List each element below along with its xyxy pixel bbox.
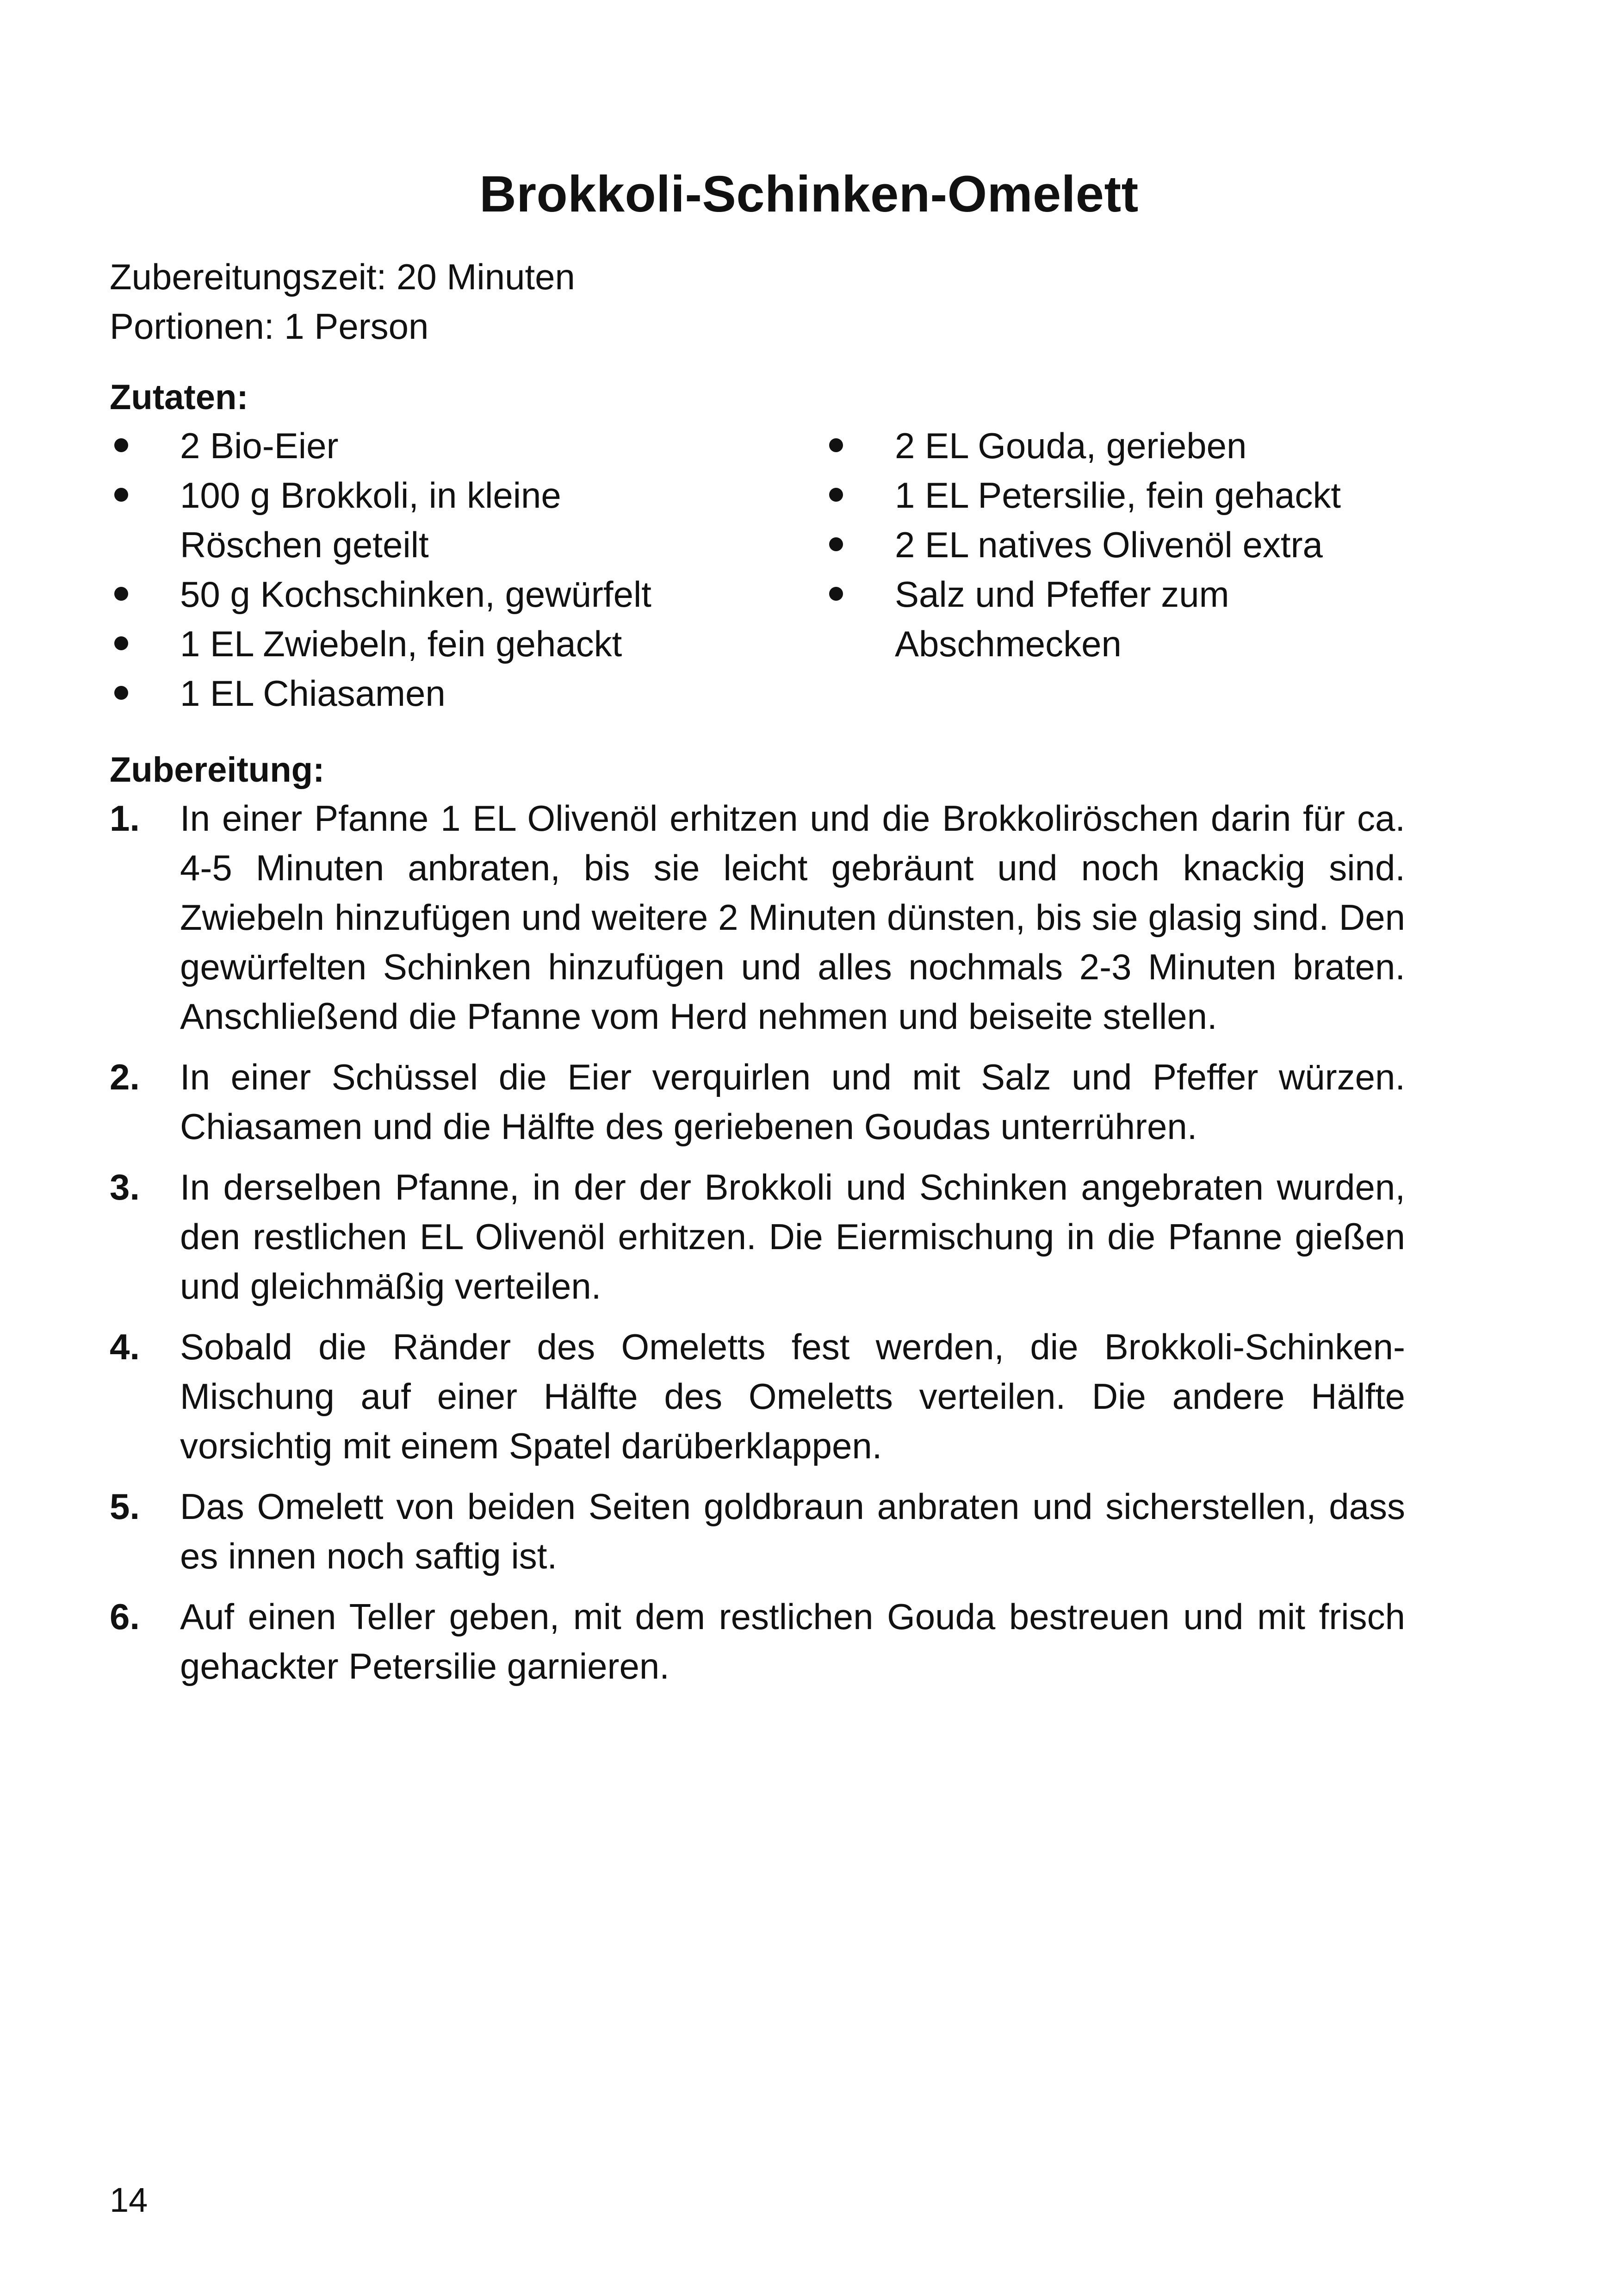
ingredients-heading: Zutaten: xyxy=(110,378,248,417)
step-text: Das Omelett von beiden Seiten goldbraun anbraten und sicherstellen, dass es innen noch saftig ist. xyxy=(180,1486,1405,1576)
ingredient-item: 2 EL Gouda, gerieben xyxy=(824,421,1407,471)
ingredient-item: 100 g Brokkoli, in kleine Röschen geteilt xyxy=(110,471,587,570)
step-text: In einer Schüssel die Eier verquirlen und mit Salz und Pfeffer würzen. Chiasamen und die Hälfte des geriebenen Goudas unterrühren. xyxy=(180,1057,1405,1147)
steps-list xyxy=(110,794,1405,1702)
ingredient-item: Salz und Pfeffer zum Abschmecken xyxy=(824,570,1371,669)
step-number: 1. xyxy=(110,798,140,839)
step-item xyxy=(110,1322,1405,1471)
step-number: 4. xyxy=(110,1326,140,1367)
servings: Portionen: 1 Person xyxy=(110,306,429,347)
step-text: In einer Pfanne 1 EL Olivenöl erhitzen und die Brokkoliröschen darin für ca. 4-5 Minuten anbraten, bis sie leicht gebräunt und noch knackig sind. Zwiebeln hinzufügen und weitere 2 Minuten dünsten, bis sie glasig sind. Den gewürfelten Schinken hinzufügen und alles nochmals 2-3 Minuten braten. Anschließend die Pfanne vom Herd nehmen und beiseite stellen. xyxy=(180,798,1405,1037)
recipe-meta xyxy=(110,252,575,351)
step-item xyxy=(110,1592,1405,1691)
ingredient-item: 1 EL Zwiebeln, fein gehackt xyxy=(110,619,720,669)
ingredient-item: 1 EL Petersilie, fein gehackt xyxy=(824,471,1407,520)
ingredients-list-right xyxy=(824,421,1407,669)
prep-time: Zubereitungszeit: 20 Minuten xyxy=(110,256,575,297)
ingredient-item: 2 EL natives Olivenöl extra xyxy=(824,520,1407,570)
step-number: 3. xyxy=(110,1167,140,1207)
step-text: In derselben Pfanne, in der der Brokkoli und Schinken angebraten wurden, den restlichen EL Olivenöl erhitzen. Die Eiermischung in die Pfanne gießen und gleichmäßig verteilen. xyxy=(180,1167,1405,1307)
ingredients-list-left xyxy=(110,421,720,718)
step-item xyxy=(110,1163,1405,1311)
step-number: 2. xyxy=(110,1057,140,1097)
step-number: 5. xyxy=(110,1486,140,1527)
step-text: Sobald die Ränder des Omeletts fest werden, die Brokkoli-Schinken-Mischung auf einer Hälfte des Omeletts verteilen. Die andere Hälfte vorsichtig mit einem Spatel darüberklappen. xyxy=(180,1326,1405,1466)
ingredient-item: 1 EL Chiasamen xyxy=(110,669,720,718)
step-item xyxy=(110,1482,1405,1581)
ingredient-item: 50 g Kochschinken, gewürfelt xyxy=(110,570,720,619)
page-number: 14 xyxy=(110,2181,148,2219)
step-text: Auf einen Teller geben, mit dem restlichen Gouda bestreuen und mit frisch gehackter Petersilie garnieren. xyxy=(180,1596,1405,1686)
step-item xyxy=(110,1052,1405,1151)
step-number: 6. xyxy=(110,1596,140,1637)
steps-heading: Zubereitung: xyxy=(110,750,325,790)
ingredient-item: 2 Bio-Eier xyxy=(110,421,720,471)
recipe-title: Brokkoli-Schinken-Omelett xyxy=(479,166,1139,223)
step-item xyxy=(110,794,1405,1041)
